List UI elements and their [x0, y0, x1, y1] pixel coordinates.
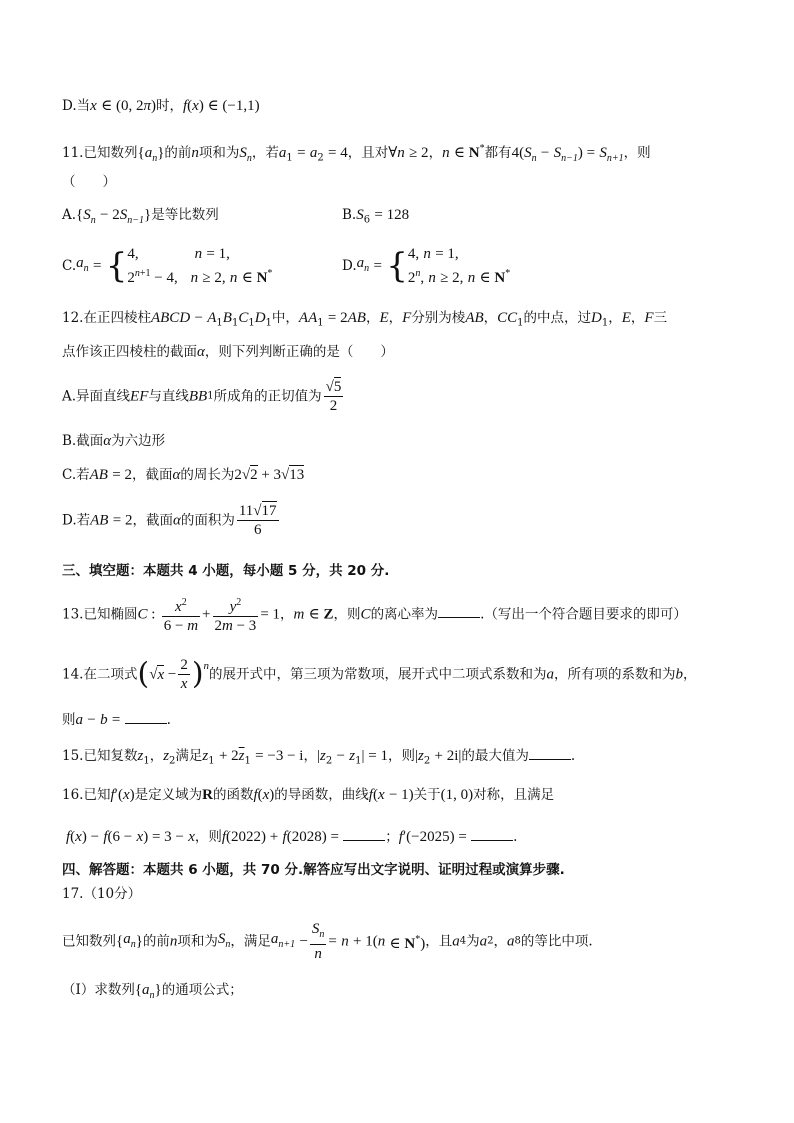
q11-options-cd	[62, 244, 754, 288]
q12-stem-line2: 点作该正四棱柱的截面α，则下列判断正确的是（ ）	[62, 344, 394, 360]
q11-option-a: $A.\{S_n - 2S_{n-1}\}$是等比数列	[62, 207, 219, 226]
q14-line2: 则a − b = .	[62, 709, 754, 730]
section-4-heading: 四、解答题：本题共 6 小题，共 70 分.解答应写出文字说明、证明过程或演算步骤.	[62, 862, 565, 878]
q17-stem: 已知数列$\{a_n\}$的前n项和为$S_n$，满足$a_{n+1}$ − $\frac{S_n}{n}$ = n + 1(n ∈ N*)，且a4为a2，a8的等比中项.	[62, 921, 593, 962]
q14-answer-blank[interactable]	[125, 709, 167, 724]
section-3-heading: 三、填空题：本题共 4 小题，每小题 5 分，共 20 分.	[62, 563, 390, 579]
q12-option-a: A.异面直线EF与直线BB1所成角的正切值为 $\frac{√5}{2}$	[62, 379, 342, 414]
q14-line1: 14.在二项式(√x − $\frac{2}{x}$ )$^n$的展开式中，第三项为常数项，展开式中二项式系数和为a，所有项的系数和为b，	[62, 656, 697, 692]
q17-part-1: （I）求数列$\{a_n\}$的通项公式；	[62, 982, 243, 1001]
q12-option-c: C.若AB = 2，截面α的周长为2√2 + 3√13	[62, 467, 305, 483]
q13-answer-blank[interactable]	[438, 603, 480, 618]
q12-option-d: D.若AB = 2，截面α的面积为 $\frac{11√17}{6}$	[62, 503, 277, 538]
q10-option-d: D.当x ∈ (0, 2π)时，f(x) ∈ (−1,1)	[62, 98, 260, 114]
q11-stem: 11.已知数列$\{a_n\}$的前n项和为$S_n$，若$a_1 = a_2 = 4$，且对∀n ≥ 2，n ∈ N*都有$4(S_n - S_{n-1}) = S_{n+1}$，则	[62, 143, 651, 164]
q13: 13.已知椭圆C : $\frac{x^2}{6 - m}$ + $\frac{y^2}{2m - 3}$ = 1，m ∈ Z，则C的离心率为 .（写出一个符合题目要求的即可）	[62, 594, 754, 638]
q15: 15.已知复数$z_1$，$z_2$满足$z_1 + 2\overline{z}_1 = -3 - i$，$|z_2 - z_1| = 1$，则$|z_2 + 2i|$的最大值为 .	[62, 745, 754, 772]
q11-options-ab	[62, 205, 754, 231]
q12-option-b: B.截面α为六边形	[62, 433, 166, 449]
q11-option-d: $D.a_n$ = { 4, n = 1, 2$^n$, n ≥ 2, n ∈ N*	[342, 246, 511, 286]
q17-heading: 17.（10分）	[62, 886, 142, 902]
q16-line1: 16.已知f′(x)是定义域为R的函数f(x)的导函数，曲线f(x − 1)关于(1, 0)对称，且满足	[62, 787, 555, 803]
q11-option-c: $C.a_n$ = { 4, n = 1, $2^{n+1} - 4$, n ≥ 2, n ∈ N*	[62, 246, 273, 286]
q11-option-b: $B.S_6 = 128$	[342, 207, 410, 226]
q16-answer-blank-1[interactable]	[343, 826, 385, 841]
q12-stem-line1: 12.在正四棱柱ABCD − $A_1B_1C_1D_1$中，$AA_1 = 2AB$，E，F分别为棱AB，$CC_1$的中点，过$D_1$，E，F三	[62, 310, 668, 329]
q16-line2: f(x) − f(6 − x) = 3 − x，则f(2022) + f(2028) = ；f′(−2025) = .	[66, 826, 754, 847]
q16-answer-blank-2[interactable]	[471, 826, 513, 841]
q11-answer-paren: （ ）	[62, 174, 116, 190]
q15-answer-blank[interactable]	[529, 745, 571, 760]
